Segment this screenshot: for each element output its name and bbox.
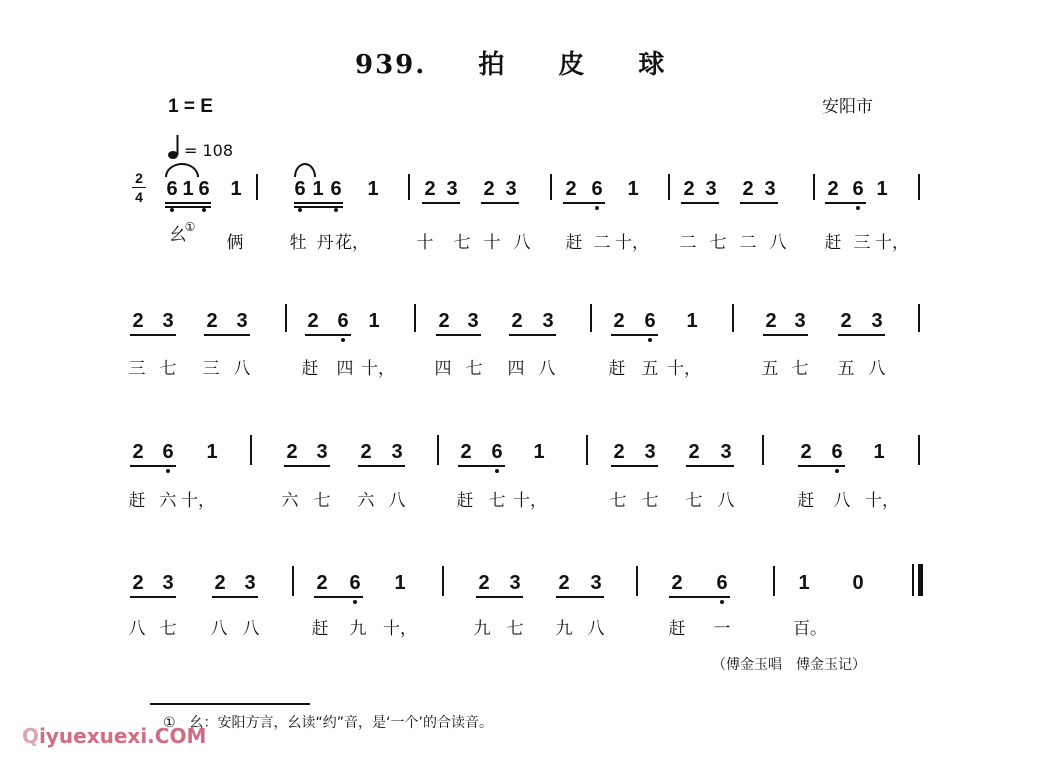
- note: 1: [182, 178, 194, 200]
- note: 3: [505, 178, 517, 200]
- lyric-char: 七: [313, 491, 331, 511]
- note: 2: [511, 310, 523, 332]
- note: 1: [312, 178, 324, 200]
- lyric-char: 三: [853, 233, 871, 253]
- lyric-char: 十，: [615, 233, 649, 253]
- note: 1: [798, 572, 810, 594]
- lyric-char: 赶: [128, 491, 146, 511]
- lyric-char: 八: [868, 359, 886, 379]
- slur: [294, 163, 316, 177]
- note: 6: [337, 310, 349, 332]
- lyric-char: 八: [587, 619, 605, 639]
- note: 3: [644, 441, 656, 463]
- barline: [918, 435, 920, 465]
- note: 2: [558, 572, 570, 594]
- note: 2: [765, 310, 777, 332]
- lyric-char: 二: [679, 233, 697, 253]
- watermark: Qiyuexuexi.COM: [22, 724, 207, 748]
- note: 1: [533, 441, 545, 463]
- barline: [590, 304, 592, 332]
- barline: [250, 435, 252, 465]
- lyric-char: 八: [513, 233, 531, 253]
- lyric-char: 十，: [667, 359, 701, 379]
- note: 3: [590, 572, 602, 594]
- barline: [550, 174, 552, 200]
- note: 3: [162, 572, 174, 594]
- tempo-value: = 108: [184, 141, 234, 160]
- beam-underline: [798, 465, 845, 467]
- octave-dot: [495, 469, 499, 473]
- lyric-char: 二: [739, 233, 757, 253]
- note: 3: [764, 178, 776, 200]
- note: 3: [316, 441, 328, 463]
- note: 2: [438, 310, 450, 332]
- lyric-char: 八: [128, 619, 146, 639]
- note: 6: [491, 441, 503, 463]
- note: 3: [542, 310, 554, 332]
- lyric-char: 四: [434, 359, 452, 379]
- beam-underline: [681, 202, 719, 204]
- octave-dot: [353, 600, 357, 604]
- note: 1: [627, 178, 639, 200]
- lyric-char: 八: [233, 359, 251, 379]
- barline: [918, 304, 920, 332]
- lyric-char: 五: [837, 359, 855, 379]
- note: 1: [394, 572, 406, 594]
- beam-underline: [130, 596, 176, 598]
- lyric-char: 赶: [797, 491, 815, 511]
- beam-underline: [556, 596, 604, 598]
- beam-underline: [763, 334, 808, 336]
- note: 2: [206, 310, 218, 332]
- note: 6: [591, 178, 603, 200]
- note: 6: [644, 310, 656, 332]
- barline: [586, 435, 588, 465]
- octave-dot: [202, 208, 206, 212]
- lyric-char: 八: [388, 491, 406, 511]
- lyric-char: 花，: [335, 233, 369, 253]
- beam-underline: [611, 465, 658, 467]
- lyric-char: 赶: [668, 619, 686, 639]
- barline: [414, 304, 416, 332]
- note: 1: [686, 310, 698, 332]
- lyric-char: 赶: [301, 359, 319, 379]
- credit: （傅金玉唱 傅金玉记）: [712, 657, 866, 673]
- note: 1: [368, 310, 380, 332]
- key-signature: 1 = E: [168, 96, 213, 117]
- note: 6: [330, 178, 342, 200]
- lyric-char: 七: [159, 619, 177, 639]
- lyric-char: 八: [769, 233, 787, 253]
- note: 6: [294, 178, 306, 200]
- lyric-char: ①: [184, 220, 196, 234]
- beam-underline: [481, 202, 519, 204]
- beam-underline: [669, 596, 730, 598]
- note: 2: [132, 441, 144, 463]
- note: 1: [206, 441, 218, 463]
- note: 2: [286, 441, 298, 463]
- note: 3: [446, 178, 458, 200]
- lyric-char: 幺: [169, 225, 187, 245]
- octave-dot: [334, 208, 338, 212]
- lyric-char: 八: [538, 359, 556, 379]
- beam-underline: [284, 465, 330, 467]
- song-title: [355, 44, 666, 81]
- note: 6: [162, 441, 174, 463]
- title-char-3: 球: [638, 50, 667, 80]
- beam-underline: [294, 202, 343, 204]
- lyric-char: 丹: [316, 233, 334, 253]
- note: 2: [483, 178, 495, 200]
- note: 2: [214, 572, 226, 594]
- title-char-2: 皮: [558, 50, 587, 80]
- note: 1: [873, 441, 885, 463]
- lyric-char: 五: [761, 359, 779, 379]
- note: 2: [460, 441, 472, 463]
- note: 2: [613, 441, 625, 463]
- meter-bottom: 4: [135, 189, 143, 205]
- lyric-char: 二: [593, 233, 611, 253]
- lyric-char: 十，: [383, 619, 417, 639]
- octave-dot: [170, 208, 174, 212]
- beam-underline: [686, 465, 734, 467]
- beam-underline: [509, 334, 556, 336]
- title-char-1: 拍: [478, 50, 507, 80]
- note: 2: [683, 178, 695, 200]
- beam-underline: [314, 596, 363, 598]
- lyric-char: 牡: [289, 233, 307, 253]
- note: 2: [742, 178, 754, 200]
- tempo-marking: [168, 134, 233, 160]
- barline: [912, 564, 914, 596]
- beam-underline: [358, 465, 405, 467]
- note: 3: [871, 310, 883, 332]
- barline: [292, 566, 294, 596]
- note: 3: [244, 572, 256, 594]
- lyric-char: 十: [416, 233, 434, 253]
- lyric-char: 十，: [513, 491, 547, 511]
- octave-dot: [341, 338, 345, 342]
- lyric-char: 四: [336, 359, 354, 379]
- beam-underline: [305, 334, 351, 336]
- lyric-char: 赶: [456, 491, 474, 511]
- lyric-char: 八: [242, 619, 260, 639]
- note: 2: [840, 310, 852, 332]
- barline: [442, 566, 444, 596]
- beam-underline: [436, 334, 481, 336]
- note: 3: [391, 441, 403, 463]
- note: 2: [424, 178, 436, 200]
- note: 3: [705, 178, 717, 200]
- note: 2: [800, 441, 812, 463]
- octave-dot: [648, 338, 652, 342]
- note: 2: [307, 310, 319, 332]
- note: 1: [876, 178, 888, 200]
- beam-underline: [740, 202, 778, 204]
- beam-underline: [130, 334, 176, 336]
- lyric-char: 十，: [361, 359, 395, 379]
- octave-dot: [835, 469, 839, 473]
- lyric-char: 七: [685, 491, 703, 511]
- lyric-char: 三: [128, 359, 146, 379]
- lyric-char: 十，: [865, 491, 899, 511]
- beam-underline: [204, 334, 250, 336]
- lyric-char: 九: [555, 619, 573, 639]
- note: 3: [509, 572, 521, 594]
- octave-dot: [720, 600, 724, 604]
- beam-underline: [422, 202, 460, 204]
- octave-dot: [298, 208, 302, 212]
- barline: [256, 174, 258, 200]
- final-barline: [918, 564, 923, 596]
- lyric-char: 九: [349, 619, 367, 639]
- time-signature: [132, 170, 146, 205]
- lyric-char: 六: [357, 491, 375, 511]
- lyric-char: 一: [713, 619, 731, 639]
- note: 3: [720, 441, 732, 463]
- note: 3: [794, 310, 806, 332]
- lyric-char: 九: [473, 619, 491, 639]
- barline: [285, 304, 287, 332]
- note: 2: [316, 572, 328, 594]
- note: 2: [827, 178, 839, 200]
- footnote: ① 幺：安阳方言，幺读“约”音，是‘一个’的合读音。: [163, 715, 493, 731]
- lyric-char: 七: [488, 491, 506, 511]
- note: 2: [613, 310, 625, 332]
- note: 0: [852, 572, 864, 594]
- note: 6: [198, 178, 210, 200]
- lyric-char: 七: [709, 233, 727, 253]
- lyric-char: 七: [609, 491, 627, 511]
- lyric-char: 四: [507, 359, 525, 379]
- meter-top: 2: [135, 170, 143, 186]
- barline: [813, 174, 815, 200]
- barline: [668, 174, 670, 200]
- place-of-origin: 安阳市: [822, 97, 873, 117]
- lyric-char: 十: [483, 233, 501, 253]
- lyric-char: 八: [833, 491, 851, 511]
- barline: [408, 174, 410, 200]
- lyric-char: 七: [465, 359, 483, 379]
- note: 6: [852, 178, 864, 200]
- note: 6: [166, 178, 178, 200]
- lyric-char: 赶: [565, 233, 583, 253]
- beam-underline: [563, 202, 605, 204]
- lyric-char: 赶: [608, 359, 626, 379]
- barline: [918, 174, 920, 200]
- barline: [762, 435, 764, 465]
- beam-underline: [611, 334, 658, 336]
- quarter-note-icon: [168, 134, 182, 160]
- note: 3: [236, 310, 248, 332]
- beam-underline: [165, 202, 211, 204]
- lyric-char: 七: [159, 359, 177, 379]
- lyric-char: 五: [641, 359, 659, 379]
- lyric-char: 百。: [793, 619, 827, 639]
- slur: [165, 163, 199, 177]
- song-number: 939.: [355, 50, 427, 80]
- note: 6: [349, 572, 361, 594]
- note: 2: [478, 572, 490, 594]
- lyric-char: 俩: [226, 233, 244, 253]
- lyric-char: 六: [281, 491, 299, 511]
- lyric-char: 七: [641, 491, 659, 511]
- lyric-char: 赶: [311, 619, 329, 639]
- beam-underline: [838, 334, 885, 336]
- beam-underline: [825, 202, 866, 204]
- note: 3: [467, 310, 479, 332]
- barline: [732, 304, 734, 332]
- note: 6: [831, 441, 843, 463]
- note: 2: [132, 572, 144, 594]
- barline: [636, 566, 638, 596]
- lyric-char: 六: [159, 491, 177, 511]
- lyric-char: 十，: [181, 491, 215, 511]
- lyric-char: 七: [506, 619, 524, 639]
- note: 6: [716, 572, 728, 594]
- lyric-char: 八: [210, 619, 228, 639]
- beam-underline: [130, 465, 176, 467]
- note: 2: [565, 178, 577, 200]
- lyric-char: 三: [202, 359, 220, 379]
- note: 2: [360, 441, 372, 463]
- footnote-rule: [150, 703, 310, 705]
- beam-underline: [458, 465, 505, 467]
- barline: [437, 435, 439, 465]
- octave-dot: [856, 206, 860, 210]
- note: 2: [671, 572, 683, 594]
- beam-underline: [212, 596, 258, 598]
- beam-underline: [476, 596, 523, 598]
- lyric-char: 七: [453, 233, 471, 253]
- note: 1: [230, 178, 242, 200]
- lyric-char: 七: [791, 359, 809, 379]
- note: 1: [367, 178, 379, 200]
- lyric-char: 十，: [875, 233, 909, 253]
- note: 2: [688, 441, 700, 463]
- octave-dot: [166, 469, 170, 473]
- octave-dot: [595, 206, 599, 210]
- lyric-char: 八: [717, 491, 735, 511]
- lyric-char: 赶: [824, 233, 842, 253]
- barline: [773, 566, 775, 596]
- note: 3: [162, 310, 174, 332]
- note: 2: [132, 310, 144, 332]
